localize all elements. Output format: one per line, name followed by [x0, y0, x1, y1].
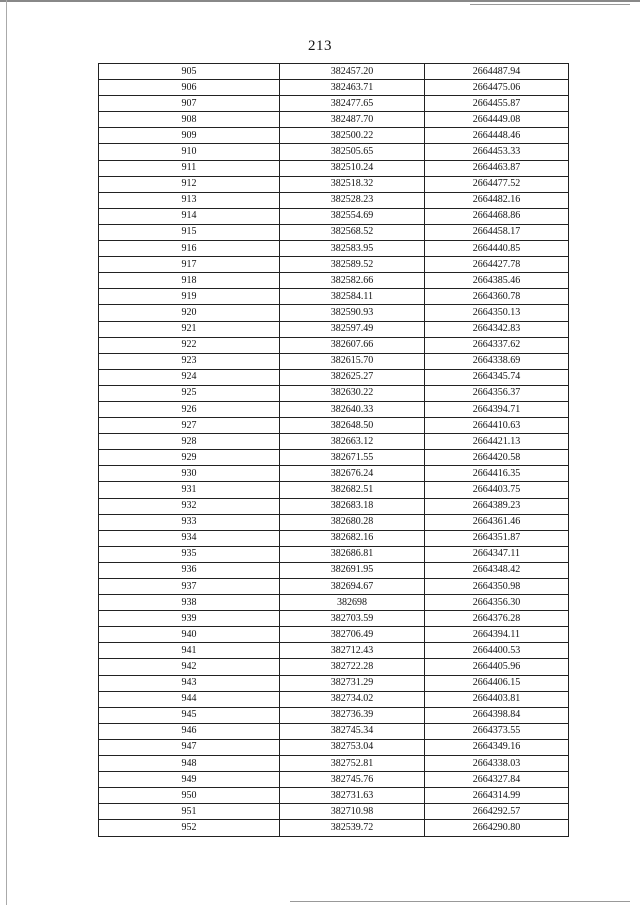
point-number-cell: 944: [99, 691, 280, 707]
point-number-cell: 928: [99, 434, 280, 450]
x-coordinate-cell: 382676.24: [280, 466, 425, 482]
x-coordinate-cell: 382722.28: [280, 659, 425, 675]
table-row: [99, 289, 569, 305]
x-coordinate-cell: 382683.18: [280, 498, 425, 514]
x-coordinate-cell: 382457.20: [280, 64, 425, 80]
table-row: [99, 305, 569, 321]
y-coordinate-cell: 2664292.57: [425, 804, 569, 820]
x-coordinate-cell: 382510.24: [280, 160, 425, 176]
x-coordinate-cell: 382500.22: [280, 128, 425, 144]
x-coordinate-cell: 382568.52: [280, 224, 425, 240]
point-number-cell: 946: [99, 723, 280, 739]
table-row: [99, 112, 569, 128]
y-coordinate-cell: 2664389.23: [425, 498, 569, 514]
point-number-cell: 939: [99, 611, 280, 627]
table-row: [99, 224, 569, 240]
point-number-cell: 932: [99, 498, 280, 514]
table-row: [99, 80, 569, 96]
point-number-cell: 912: [99, 176, 280, 192]
x-coordinate-cell: 382505.65: [280, 144, 425, 160]
y-coordinate-cell: 2664290.80: [425, 820, 569, 836]
y-coordinate-cell: 2664345.74: [425, 369, 569, 385]
table-row: [99, 579, 569, 595]
y-coordinate-cell: 2664342.83: [425, 321, 569, 337]
x-coordinate-cell: 382615.70: [280, 353, 425, 369]
point-number-cell: 929: [99, 450, 280, 466]
point-number-cell: 942: [99, 659, 280, 675]
point-number-cell: 930: [99, 466, 280, 482]
table-row: [99, 611, 569, 627]
point-number-cell: 927: [99, 418, 280, 434]
x-coordinate-cell: 382648.50: [280, 418, 425, 434]
table-row: [99, 257, 569, 273]
y-coordinate-cell: 2664455.87: [425, 96, 569, 112]
point-number-cell: 952: [99, 820, 280, 836]
point-number-cell: 915: [99, 224, 280, 240]
coordinates-table: [98, 63, 569, 837]
point-number-cell: 918: [99, 273, 280, 289]
table-row: [99, 595, 569, 611]
point-number-cell: 906: [99, 80, 280, 96]
point-number-cell: 905: [99, 64, 280, 80]
point-number-cell: 940: [99, 627, 280, 643]
table-row: [99, 514, 569, 530]
table-row: [99, 739, 569, 755]
table-row: [99, 659, 569, 675]
top-scan-line: [470, 4, 630, 5]
table-row: [99, 96, 569, 112]
y-coordinate-cell: 2664338.03: [425, 756, 569, 772]
y-coordinate-cell: 2664468.86: [425, 208, 569, 224]
table-row: [99, 128, 569, 144]
table-row: [99, 337, 569, 353]
point-number-cell: 909: [99, 128, 280, 144]
y-coordinate-cell: 2664327.84: [425, 772, 569, 788]
page-number: 213: [308, 38, 332, 54]
y-coordinate-cell: 2664458.17: [425, 224, 569, 240]
y-coordinate-cell: 2664421.13: [425, 434, 569, 450]
point-number-cell: 936: [99, 562, 280, 578]
y-coordinate-cell: 2664337.62: [425, 337, 569, 353]
x-coordinate-cell: 382736.39: [280, 707, 425, 723]
x-coordinate-cell: 382682.51: [280, 482, 425, 498]
point-number-cell: 938: [99, 595, 280, 611]
y-coordinate-cell: 2664482.16: [425, 192, 569, 208]
point-number-cell: 922: [99, 337, 280, 353]
x-coordinate-cell: 382590.93: [280, 305, 425, 321]
point-number-cell: 911: [99, 160, 280, 176]
point-number-cell: 941: [99, 643, 280, 659]
table-row: [99, 482, 569, 498]
x-coordinate-cell: 382640.33: [280, 401, 425, 417]
x-coordinate-cell: 382625.27: [280, 369, 425, 385]
table-row: [99, 401, 569, 417]
point-number-cell: 925: [99, 385, 280, 401]
table-row: [99, 788, 569, 804]
x-coordinate-cell: 382691.95: [280, 562, 425, 578]
y-coordinate-cell: 2664347.11: [425, 546, 569, 562]
table-row: [99, 562, 569, 578]
point-number-cell: 921: [99, 321, 280, 337]
point-number-cell: 935: [99, 546, 280, 562]
x-coordinate-cell: 382753.04: [280, 739, 425, 755]
x-coordinate-cell: 382463.71: [280, 80, 425, 96]
x-coordinate-cell: 382686.81: [280, 546, 425, 562]
x-coordinate-cell: 382731.29: [280, 675, 425, 691]
y-coordinate-cell: 2664453.33: [425, 144, 569, 160]
point-number-cell: 923: [99, 353, 280, 369]
x-coordinate-cell: 382706.49: [280, 627, 425, 643]
table-row: [99, 723, 569, 739]
y-coordinate-cell: 2664349.16: [425, 739, 569, 755]
y-coordinate-cell: 2664410.63: [425, 418, 569, 434]
point-number-cell: 913: [99, 192, 280, 208]
y-coordinate-cell: 2664338.69: [425, 353, 569, 369]
y-coordinate-cell: 2664394.71: [425, 401, 569, 417]
table-row: [99, 208, 569, 224]
y-coordinate-cell: 2664449.08: [425, 112, 569, 128]
top-border-line: [0, 0, 640, 2]
y-coordinate-cell: 2664385.46: [425, 273, 569, 289]
table-row: [99, 353, 569, 369]
x-coordinate-cell: 382554.69: [280, 208, 425, 224]
y-coordinate-cell: 2664487.94: [425, 64, 569, 80]
x-coordinate-cell: 382745.76: [280, 772, 425, 788]
y-coordinate-cell: 2664400.53: [425, 643, 569, 659]
y-coordinate-cell: 2664351.87: [425, 530, 569, 546]
y-coordinate-cell: 2664394.11: [425, 627, 569, 643]
y-coordinate-cell: 2664314.99: [425, 788, 569, 804]
point-number-cell: 916: [99, 241, 280, 257]
x-coordinate-cell: 382682.16: [280, 530, 425, 546]
x-coordinate-cell: 382745.34: [280, 723, 425, 739]
table-row: [99, 385, 569, 401]
x-coordinate-cell: 382539.72: [280, 820, 425, 836]
point-number-cell: 907: [99, 96, 280, 112]
point-number-cell: 951: [99, 804, 280, 820]
table-row: [99, 820, 569, 836]
y-coordinate-cell: 2664398.84: [425, 707, 569, 723]
table-row: [99, 466, 569, 482]
table-row: [99, 804, 569, 820]
table-row: [99, 707, 569, 723]
x-coordinate-cell: 382528.23: [280, 192, 425, 208]
point-number-cell: 908: [99, 112, 280, 128]
x-coordinate-cell: 382752.81: [280, 756, 425, 772]
x-coordinate-cell: 382698: [280, 595, 425, 611]
x-coordinate-cell: 382680.28: [280, 514, 425, 530]
y-coordinate-cell: 2664427.78: [425, 257, 569, 273]
x-coordinate-cell: 382518.32: [280, 176, 425, 192]
y-coordinate-cell: 2664416.35: [425, 466, 569, 482]
x-coordinate-cell: 382597.49: [280, 321, 425, 337]
x-coordinate-cell: 382671.55: [280, 450, 425, 466]
x-coordinate-cell: 382630.22: [280, 385, 425, 401]
x-coordinate-cell: 382584.11: [280, 289, 425, 305]
point-number-cell: 910: [99, 144, 280, 160]
x-coordinate-cell: 382607.66: [280, 337, 425, 353]
point-number-cell: 924: [99, 369, 280, 385]
point-number-cell: 949: [99, 772, 280, 788]
table-row: [99, 772, 569, 788]
point-number-cell: 926: [99, 401, 280, 417]
point-number-cell: 948: [99, 756, 280, 772]
x-coordinate-cell: 382589.52: [280, 257, 425, 273]
y-coordinate-cell: 2664448.46: [425, 128, 569, 144]
y-coordinate-cell: 2664350.13: [425, 305, 569, 321]
x-coordinate-cell: 382477.65: [280, 96, 425, 112]
y-coordinate-cell: 2664477.52: [425, 176, 569, 192]
y-coordinate-cell: 2664361.46: [425, 514, 569, 530]
y-coordinate-cell: 2664360.78: [425, 289, 569, 305]
table-row: [99, 369, 569, 385]
x-coordinate-cell: 382583.95: [280, 241, 425, 257]
table-row: [99, 434, 569, 450]
y-coordinate-cell: 2664356.30: [425, 595, 569, 611]
table-row: [99, 756, 569, 772]
x-coordinate-cell: 382710.98: [280, 804, 425, 820]
y-coordinate-cell: 2664440.85: [425, 241, 569, 257]
x-coordinate-cell: 382694.67: [280, 579, 425, 595]
point-number-cell: 933: [99, 514, 280, 530]
y-coordinate-cell: 2664403.75: [425, 482, 569, 498]
y-coordinate-cell: 2664356.37: [425, 385, 569, 401]
table-row: [99, 498, 569, 514]
y-coordinate-cell: 2664376.28: [425, 611, 569, 627]
point-number-cell: 945: [99, 707, 280, 723]
point-number-cell: 947: [99, 739, 280, 755]
table-row: [99, 675, 569, 691]
x-coordinate-cell: 382731.63: [280, 788, 425, 804]
point-number-cell: 934: [99, 530, 280, 546]
x-coordinate-cell: 382734.02: [280, 691, 425, 707]
bottom-scan-line: [290, 901, 630, 902]
y-coordinate-cell: 2664463.87: [425, 160, 569, 176]
table-row: [99, 160, 569, 176]
point-number-cell: 917: [99, 257, 280, 273]
table-row: [99, 418, 569, 434]
point-number-cell: 943: [99, 675, 280, 691]
point-number-cell: 950: [99, 788, 280, 804]
table-row: [99, 64, 569, 80]
x-coordinate-cell: 382582.66: [280, 273, 425, 289]
table-row: [99, 192, 569, 208]
point-number-cell: 914: [99, 208, 280, 224]
y-coordinate-cell: 2664420.58: [425, 450, 569, 466]
y-coordinate-cell: 2664403.81: [425, 691, 569, 707]
coordinates-table-body: [99, 64, 569, 837]
y-coordinate-cell: 2664373.55: [425, 723, 569, 739]
x-coordinate-cell: 382663.12: [280, 434, 425, 450]
table-row: [99, 643, 569, 659]
table-row: [99, 321, 569, 337]
table-row: [99, 530, 569, 546]
y-coordinate-cell: 2664475.06: [425, 80, 569, 96]
x-coordinate-cell: 382712.43: [280, 643, 425, 659]
x-coordinate-cell: 382487.70: [280, 112, 425, 128]
point-number-cell: 920: [99, 305, 280, 321]
left-scan-edge: [6, 0, 7, 905]
y-coordinate-cell: 2664348.42: [425, 562, 569, 578]
y-coordinate-cell: 2664406.15: [425, 675, 569, 691]
x-coordinate-cell: 382703.59: [280, 611, 425, 627]
table-row: [99, 273, 569, 289]
table-row: [99, 176, 569, 192]
point-number-cell: 919: [99, 289, 280, 305]
table-row: [99, 546, 569, 562]
table-row: [99, 450, 569, 466]
table-row: [99, 241, 569, 257]
point-number-cell: 931: [99, 482, 280, 498]
point-number-cell: 937: [99, 579, 280, 595]
y-coordinate-cell: 2664350.98: [425, 579, 569, 595]
table-row: [99, 144, 569, 160]
y-coordinate-cell: 2664405.96: [425, 659, 569, 675]
table-row: [99, 691, 569, 707]
table-row: [99, 627, 569, 643]
